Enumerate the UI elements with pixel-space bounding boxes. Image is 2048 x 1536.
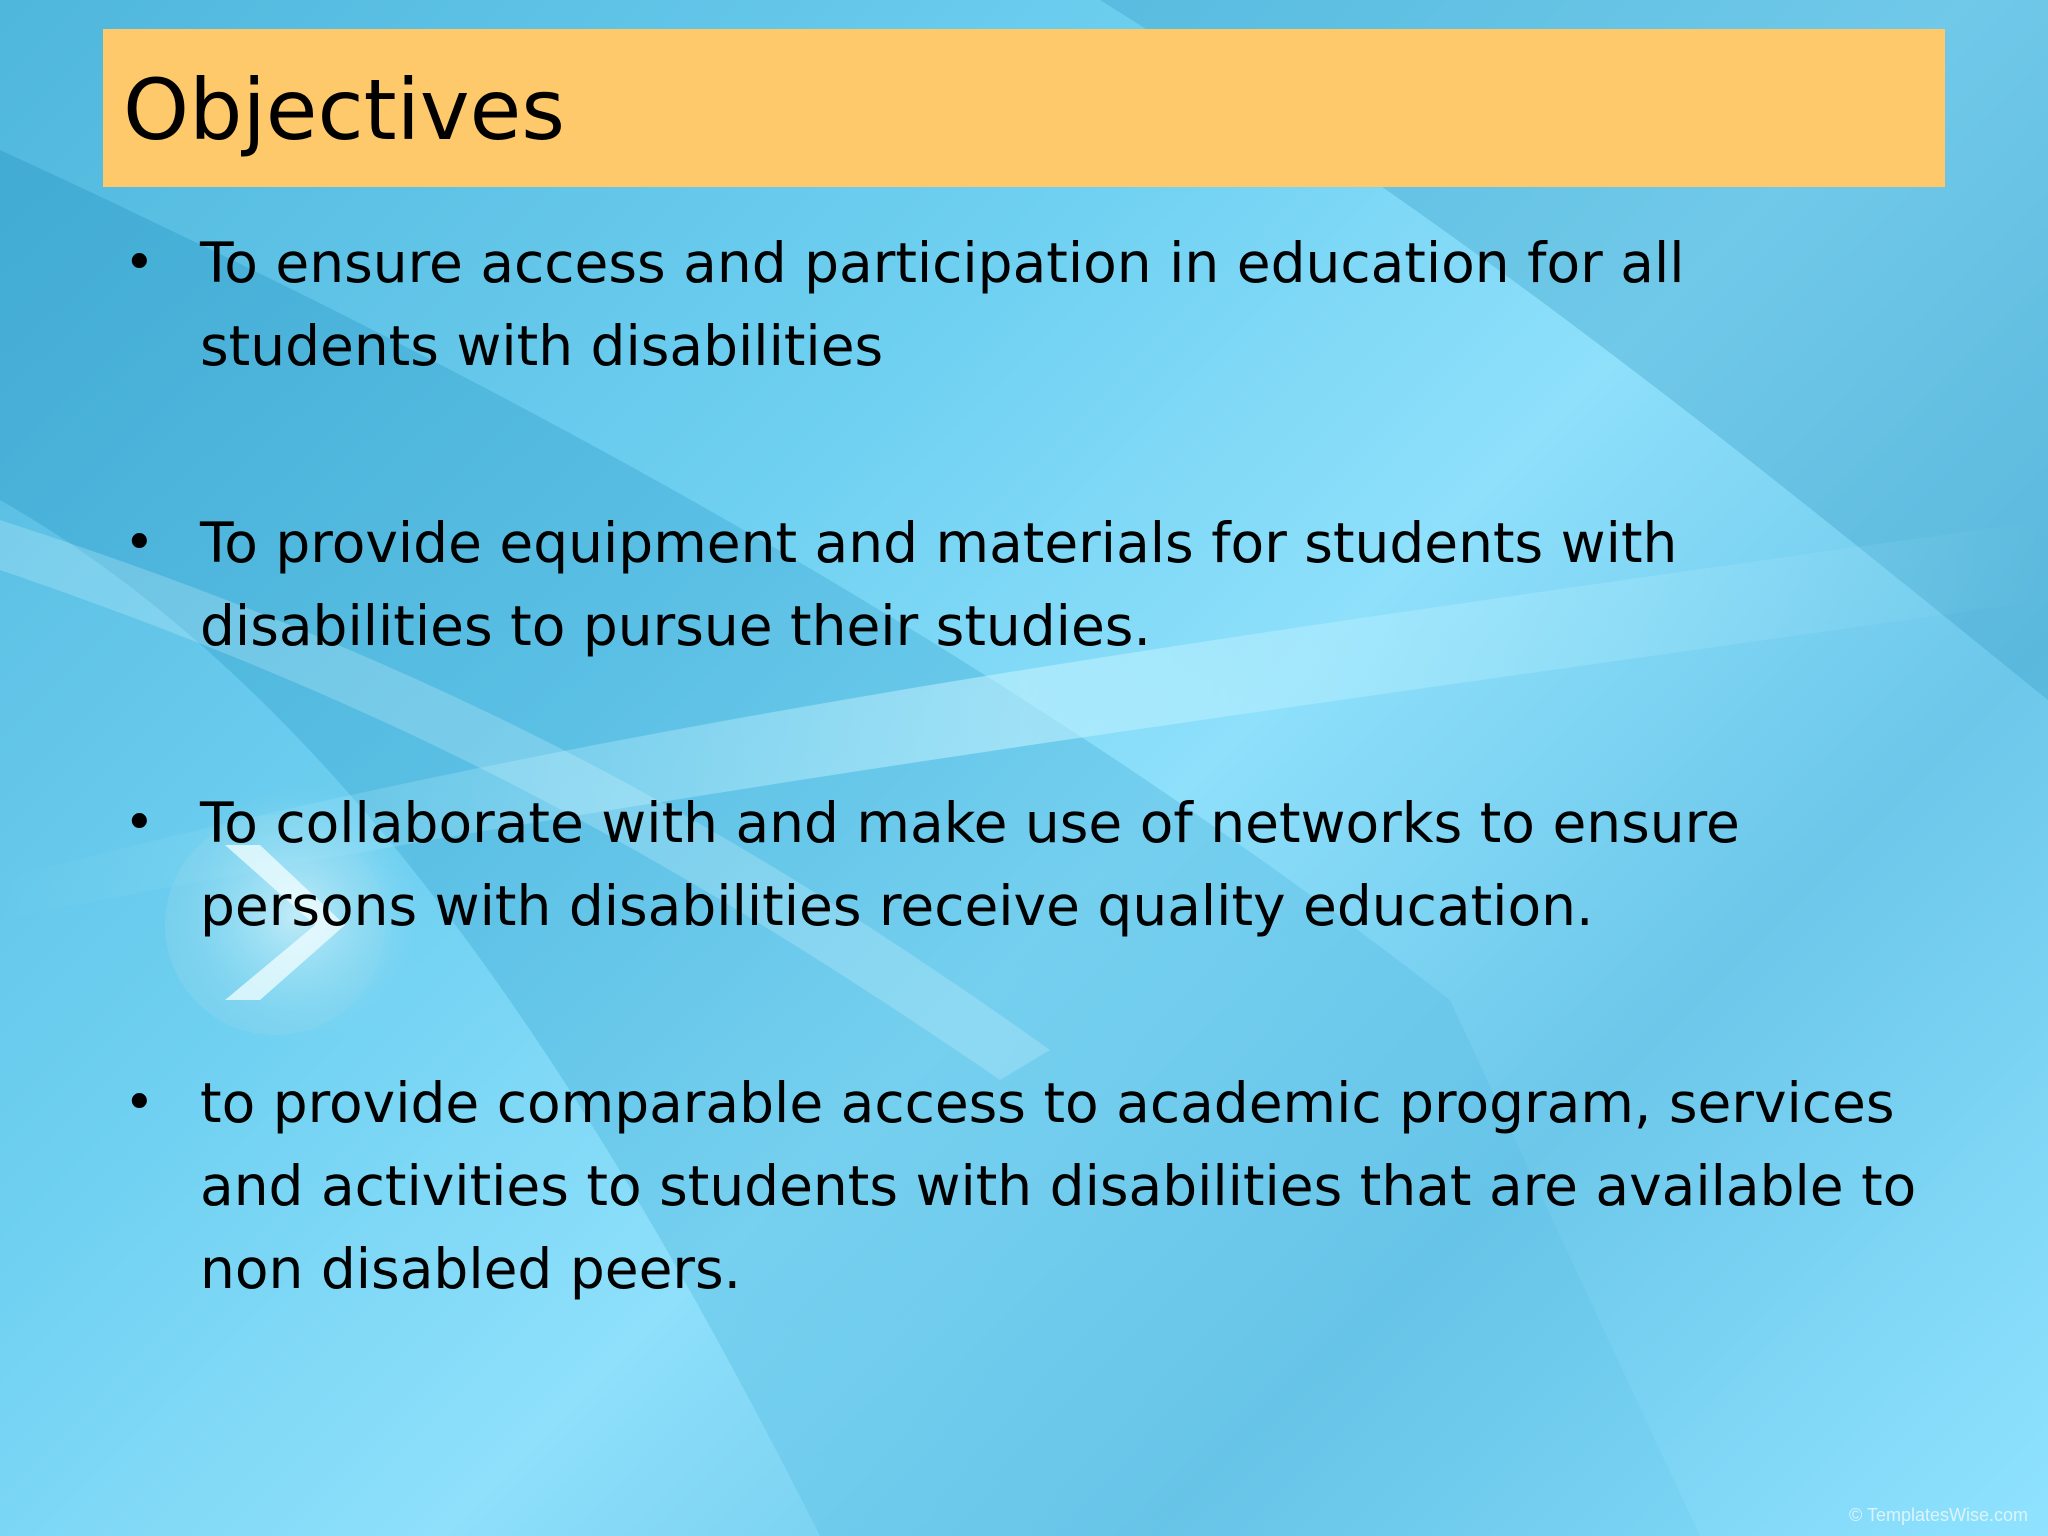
bullet-dot-icon: • xyxy=(124,1073,155,1133)
bullet-dot-icon: • xyxy=(124,513,155,573)
objective-item xyxy=(118,1062,1938,1311)
objective-item xyxy=(118,782,1938,948)
title-bar xyxy=(103,29,1945,187)
objectives-list xyxy=(118,222,1938,1311)
template-credit: © TemplatesWise.com xyxy=(1849,1505,2028,1525)
objective-text: To provide equipment and materials for students with disabilities to pursue their studies. xyxy=(200,511,1678,658)
objective-text: to provide comparable access to academic program, services and activities to students with disabilities that are available to non disabled peers. xyxy=(200,1071,1917,1301)
bullet-dot-icon: • xyxy=(124,793,155,853)
slide-title: Objectives xyxy=(123,61,566,159)
bullet-dot-icon: • xyxy=(124,233,155,293)
objective-text: To ensure access and participation in education for all students with disabilities xyxy=(200,231,1685,378)
objective-item xyxy=(118,222,1938,388)
objective-item xyxy=(118,502,1938,668)
objective-text: To collaborate with and make use of networks to ensure persons with disabilities receive quality education. xyxy=(200,791,1740,938)
